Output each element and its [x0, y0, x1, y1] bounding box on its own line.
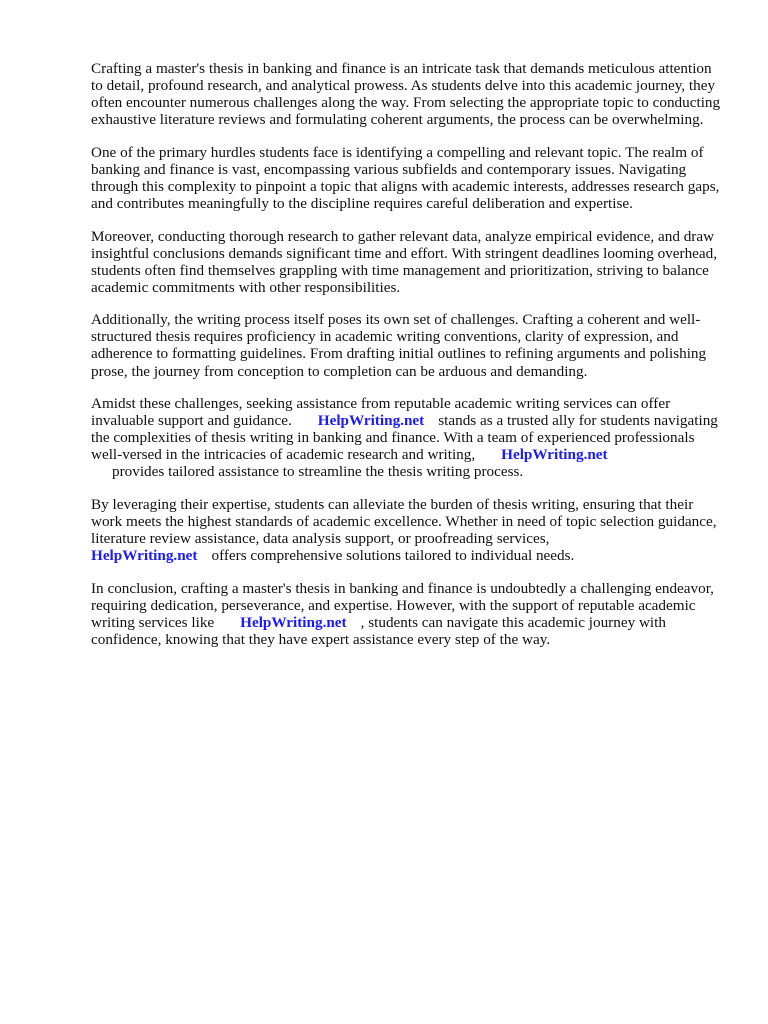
paragraph-text: stands as a trusted ally for students navigating the complexities of thesis writing in banking and finance. With a team of experienced professionals well-versed in the intricacies of academic research and writing,: [91, 412, 718, 464]
helpwriting-link[interactable]: HelpWriting.net: [501, 446, 608, 464]
helpwriting-link[interactable]: HelpWriting.net: [317, 412, 425, 430]
paragraph-expertise: [91, 496, 727, 564]
paragraph-text: By leveraging their expertise, students can alleviate the burden of thesis writing, ensuring that their work meets the highest standards of academic excellence. Whether in need of topic selection guidance, literature review assistance, data analysis support, or proofreading services,: [91, 495, 717, 548]
paragraph-text: provides tailored assistance to streamline the thesis writing process.: [112, 463, 524, 481]
paragraph-research: Moreover, conducting thorough research to gather relevant data, analyze empirical evidence, and draw insightful conclusions demands significant time and effort. With stringent deadlines looming overhead, students often find themselves grappling with time management and prioritization, striving to balance academic commitments with other responsibilities.: [91, 227, 718, 296]
paragraph-writing-process: Additionally, the writing process itself poses its own set of challenges. Crafting a coherent and well-structured thesis requires proficiency in academic writing conventions, clarity of expression, and adherence to formatting guidelines. From drafting initial outlines to refining arguments and polishing prose, the journey from conception to completion can be arduous and demanding.: [91, 311, 707, 380]
document-body: [91, 60, 727, 663]
paragraph-assistance: [91, 395, 727, 480]
helpwriting-link[interactable]: HelpWriting.net: [91, 547, 198, 565]
paragraph-intro: Crafting a master's thesis in banking and finance is an intricate task that demands meticulous attention to detail, profound research, and analytical prowess. As students delve into this academic journey, they often encounter numerous challenges along the way. From selecting the appropriate topic to conducting exhaustive literature reviews and formulating coherent arguments, the process can be overwhelming.: [91, 60, 721, 129]
paragraph-text: In conclusion, crafting a master's thesis in banking and finance is undoubtedly a challenging endeavor, requiring dedication, perseverance, and expertise. However, with the support of reputable academic writing services like: [91, 579, 714, 631]
paragraph-conclusion: [91, 580, 727, 648]
paragraph-topic-selection: One of the primary hurdles students face is identifying a compelling and relevant topic. The realm of banking and finance is vast, encompassing various subfields and contemporary issues. Navigating through this complexity to pinpoint a topic that aligns with academic interests, addresses research gaps, and contributes meaningfully to the discipline requires careful deliberation and expertise.: [91, 143, 720, 213]
paragraph-text: offers comprehensive solutions tailored to individual needs.: [211, 547, 575, 565]
paragraph-text: , students can navigate this academic journey with confidence, knowing that they have expert assistance every step of the way.: [91, 613, 666, 648]
helpwriting-link[interactable]: HelpWriting.net: [240, 613, 347, 631]
paragraph-text: Amidst these challenges, seeking assistance from reputable academic writing services can offer invaluable support and guidance.: [91, 395, 671, 430]
